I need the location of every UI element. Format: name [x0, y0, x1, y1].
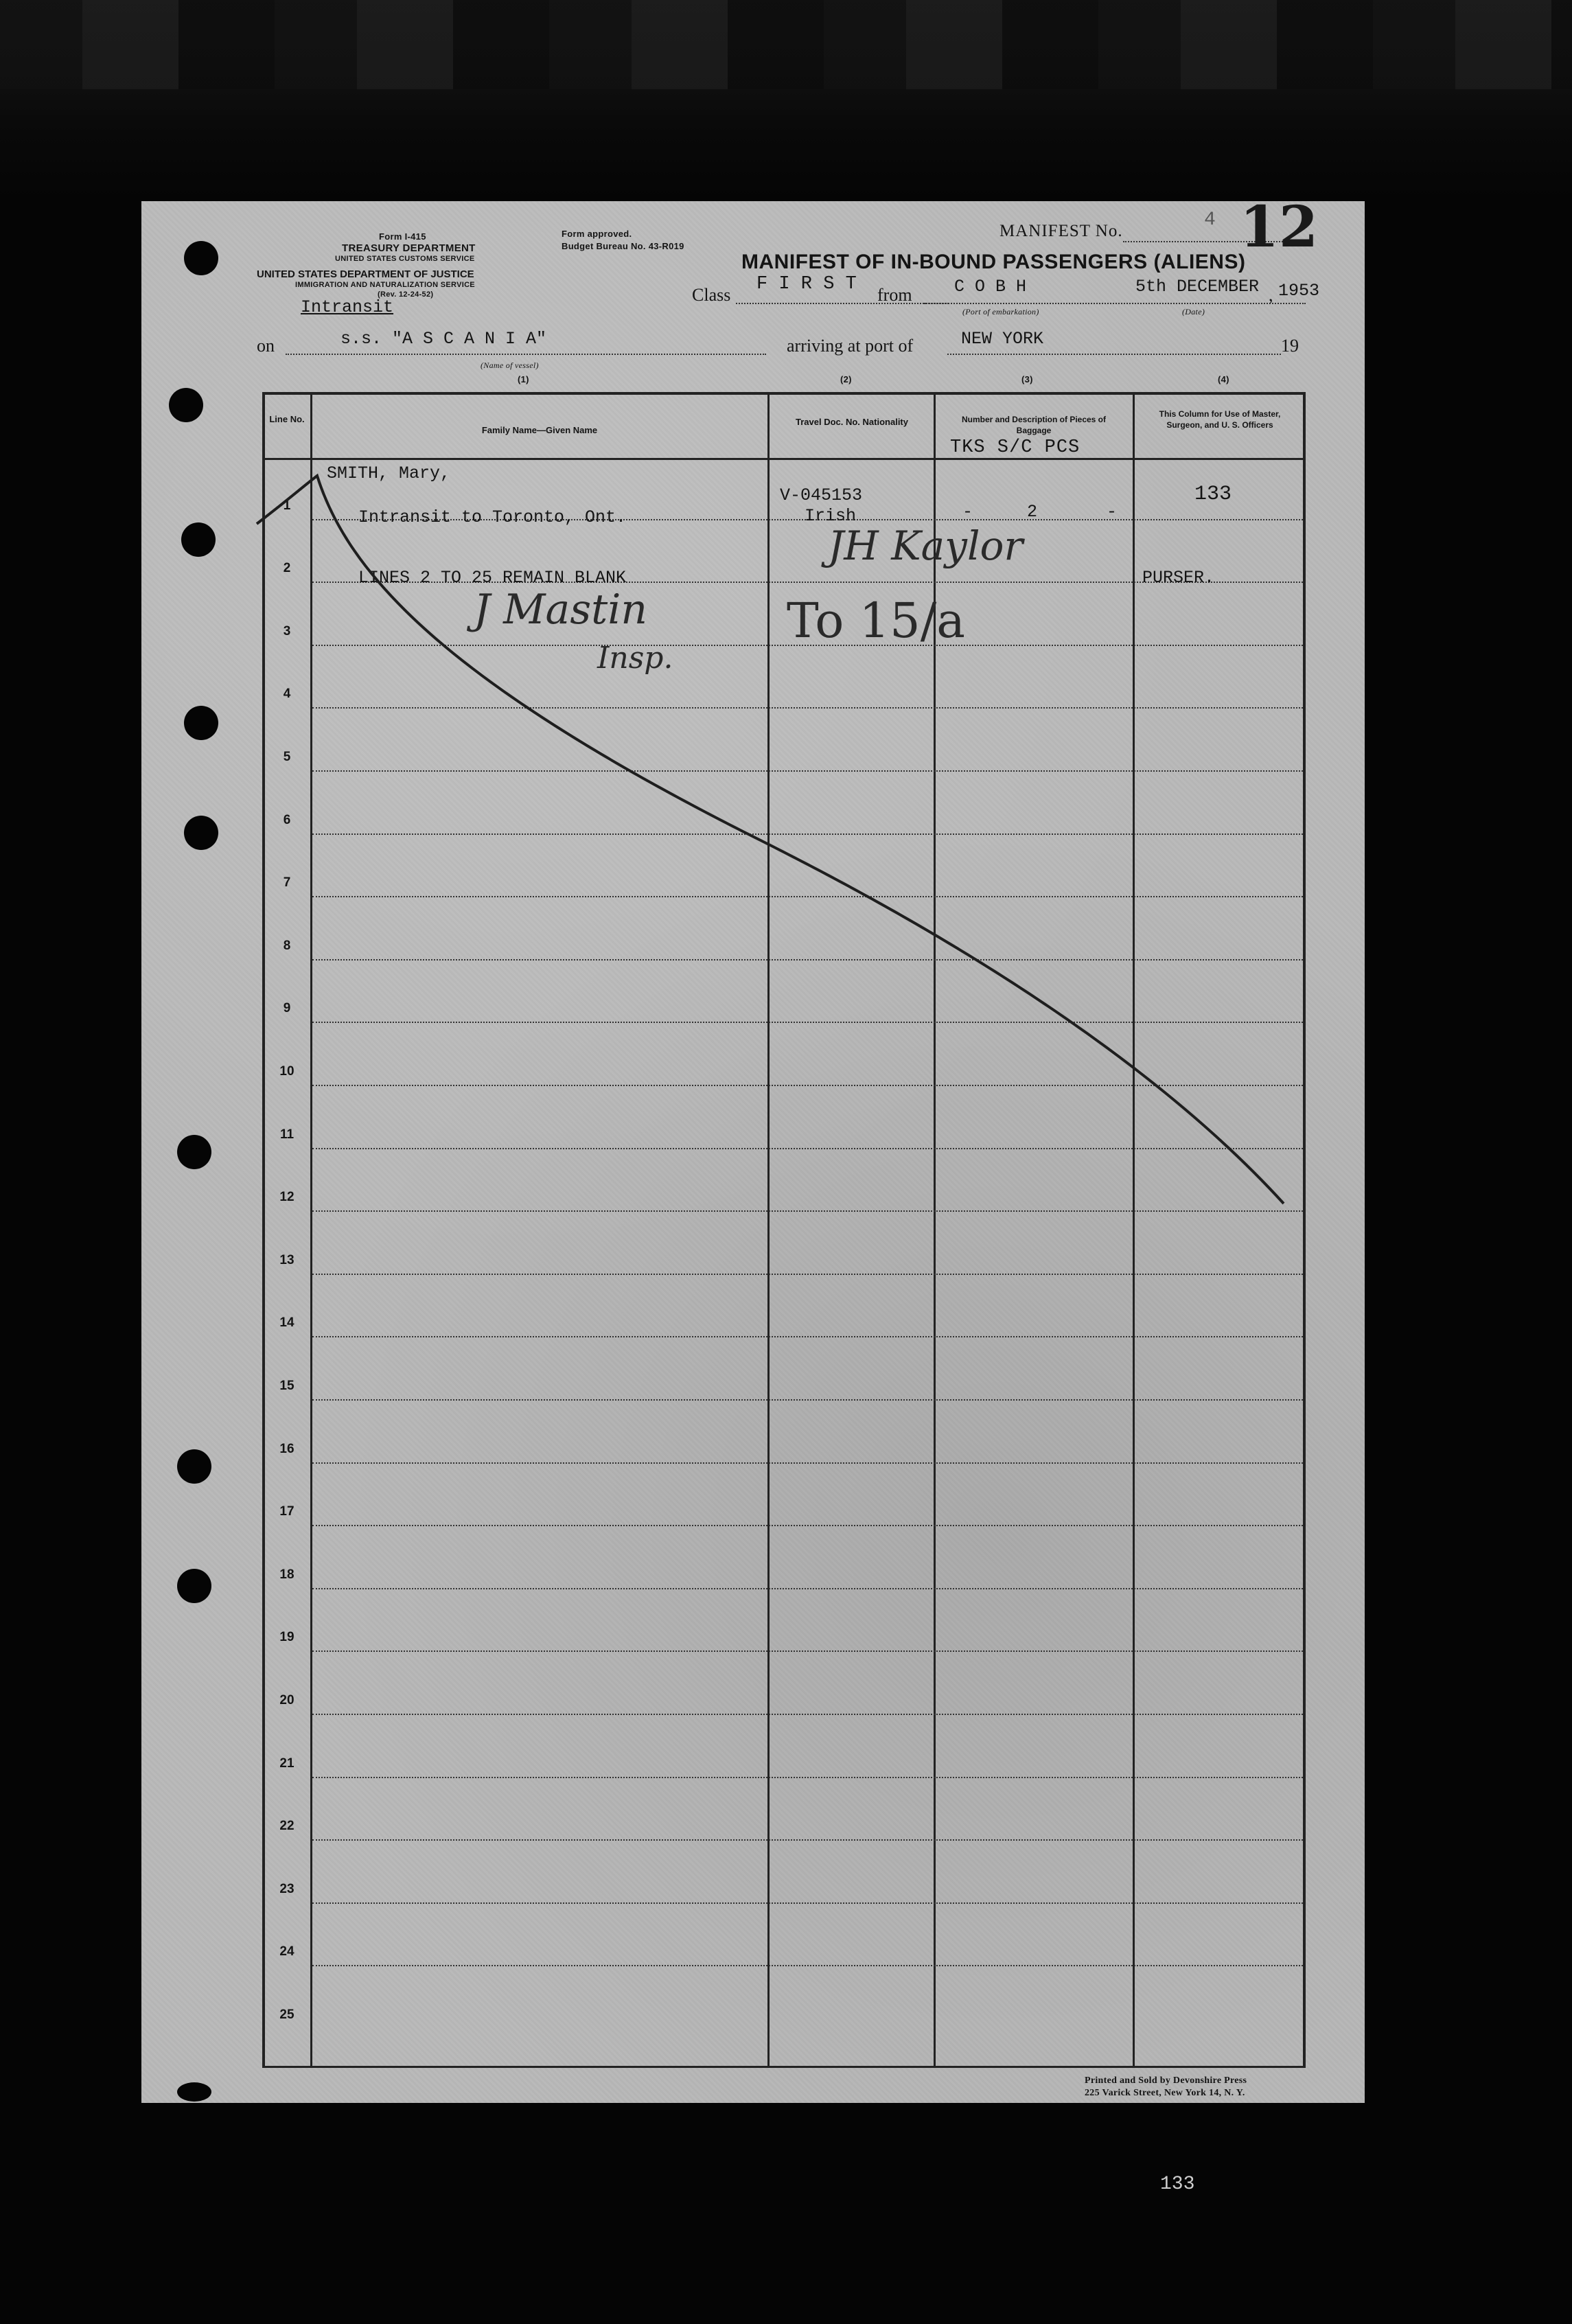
rev-label: (Rev. 12-24-52) — [378, 290, 434, 299]
line-number: 14 — [279, 1315, 294, 1331]
on-label: on — [257, 336, 275, 356]
line-number: 9 — [283, 1001, 291, 1016]
line-number: 16 — [279, 1441, 294, 1456]
travel-doc-no: V-045153 — [780, 485, 863, 505]
vessel-caption: (Name of vessel) — [481, 360, 539, 370]
line-number: 11 — [279, 1127, 294, 1142]
line-number: 20 — [279, 1693, 294, 1707]
line-number: 12 — [279, 1190, 294, 1205]
line-no-header: Line No. — [269, 414, 305, 424]
bag-tks: - — [962, 502, 973, 522]
baggage-subheader: TKS S/C PCS — [950, 437, 1080, 458]
passenger-name: SMITH, Mary, — [327, 463, 451, 483]
line-number: 2 — [283, 561, 291, 576]
line-number: 21 — [279, 1756, 294, 1771]
year-prefix: 19 — [1281, 336, 1299, 356]
line-number: 23 — [279, 1881, 294, 1896]
col-num-1: (1) — [518, 374, 529, 384]
line-number: 10 — [279, 1064, 294, 1079]
date-caption: (Date) — [1182, 307, 1205, 317]
blank-lines-note: LINES 2 TO 25 REMAIN BLANK — [358, 568, 627, 588]
line-number: 5 — [283, 750, 291, 764]
form-number: Form I-415 — [379, 231, 426, 242]
transfer-note: To 15/a — [787, 592, 966, 649]
embark-caption: (Port of embarkation) — [962, 307, 1039, 317]
passenger-note: Intransit to Toronto, Ont. — [358, 507, 627, 527]
bag-pcs: - — [1107, 502, 1118, 522]
vessel-name: s.s. "A S C A N I A" — [340, 329, 547, 349]
printer-line: Printed and Sold by Devonshire Press — [1085, 2075, 1247, 2086]
from-label: from — [877, 285, 912, 305]
line-number: 15 — [279, 1379, 294, 1393]
line-number: 19 — [279, 1630, 294, 1645]
inspector-title: Insp. — [597, 641, 673, 676]
page-title: MANIFEST OF IN-BOUND PASSENGERS (ALIENS) — [741, 251, 1246, 273]
ins-label: IMMIGRATION AND NATURALIZATION SERVICE — [295, 281, 475, 289]
line-number: 22 — [279, 1819, 294, 1834]
treasury-label: TREASURY DEPARTMENT — [342, 242, 476, 254]
nationality: Irish — [805, 506, 857, 526]
line-number: 13 — [279, 1252, 294, 1267]
purser-label: PURSER. — [1142, 568, 1215, 588]
inspector-signature: J Mastin — [474, 586, 648, 634]
col-num-4: (4) — [1218, 374, 1229, 384]
line-number: 18 — [279, 1567, 294, 1582]
film-edge — [0, 0, 1572, 89]
line-number: 1 — [283, 498, 291, 513]
col-num-2: (2) — [840, 374, 852, 384]
frame-number: 133 — [1160, 2174, 1195, 2195]
arriving-label: arriving at port of — [787, 336, 914, 356]
port-value: NEW YORK — [961, 329, 1044, 349]
budget-label: Budget Bureau No. 43-R019 — [562, 241, 684, 251]
class-value: F I R S T — [756, 274, 857, 295]
officer-number: 133 — [1194, 483, 1232, 506]
line-number: 3 — [283, 623, 291, 638]
class-label: Class — [692, 285, 731, 305]
year-value: 1953 — [1278, 281, 1320, 301]
printer-address: 225 Varick Street, New York 14, N. Y. — [1085, 2088, 1245, 2098]
line-number: 8 — [283, 938, 291, 953]
intransit-stamp: Intransit — [301, 297, 394, 317]
travel-doc-header: Travel Doc. No. Nationality — [796, 417, 908, 427]
date-value: 5th DECEMBER — [1135, 277, 1260, 297]
manifest-sheet — [141, 194, 1365, 2103]
line-number: 6 — [283, 812, 291, 827]
year-sep: , — [1269, 285, 1273, 305]
manifest-no: 4 — [1204, 209, 1216, 231]
approved-label: Form approved. — [562, 229, 632, 239]
col-num-3: (3) — [1021, 374, 1033, 384]
justice-label: UNITED STATES DEPARTMENT OF JUSTICE — [257, 268, 474, 280]
name-header: Family Name—Given Name — [481, 425, 598, 435]
from-value: C O B H — [954, 277, 1027, 297]
line-number: 7 — [283, 875, 291, 890]
bag-sc: 2 — [1027, 502, 1038, 522]
purser-signature: JH Kaylor — [828, 522, 1024, 569]
line-number: 17 — [279, 1504, 294, 1519]
cancel-stroke — [141, 201, 1365, 2103]
line-number: 24 — [279, 1944, 294, 1959]
line-number: 25 — [279, 2007, 294, 2022]
line-number: 4 — [283, 687, 291, 702]
officers-header: This Column for Use of Master, Surgeon, and U. S. Officers — [1159, 409, 1281, 430]
customs-label: UNITED STATES CUSTOMS SERVICE — [335, 255, 475, 263]
manifest-no-label: MANIFEST No. — [999, 222, 1123, 240]
manifest-hand-number: 12 — [1240, 194, 1319, 260]
baggage-header: Number and Description of Pieces of Baggage — [961, 415, 1107, 435]
